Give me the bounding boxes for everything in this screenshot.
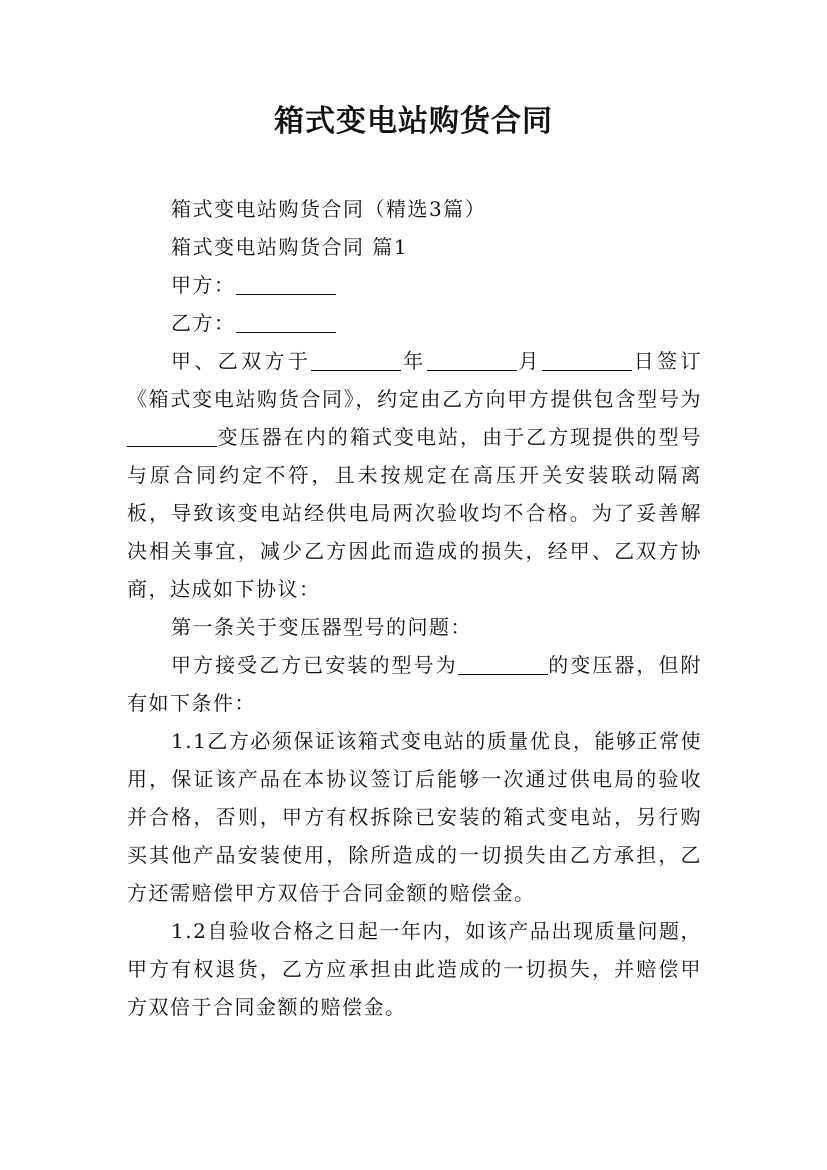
paragraph-agreement (127, 342, 702, 608)
subtitle-line: 箱式变电站购货合同（精选3篇） (171, 197, 487, 221)
party-b-blank (236, 310, 336, 333)
day-blank (542, 348, 632, 371)
clause-1-1: 1.1乙方必须保证该箱式变电站的质量优良，能够正常使用，保证该产品在本协议签订后能够一次通过供电局的验收并合格，否则，甲方有权拆除已安装的箱式变电站，另行购买其他产品安装使用，除所造成的一切损失由乙方承担，乙方还需赔偿甲方双倍于合同金额的赔偿金。 (127, 729, 702, 905)
p1-part-e: 变压器在内的箱式变电站，由于乙方现提供的型号与原合同约定不符，且未按规定在高压开关安装联动隔离板，导致该变电站经供电局两次验收均不合格。为了妥善解决相关事宜，减少乙方因此而造成的损失，经甲、乙双方协商，达成如下协议： (127, 425, 702, 601)
party-b-line (127, 304, 702, 342)
paragraph-model-acceptance (127, 646, 702, 722)
document-body (127, 190, 702, 1026)
model-blank (127, 424, 217, 447)
party-a-blank (236, 272, 336, 295)
p1-part-d: 日签订《箱式变电站购货合同》，约定由乙方向甲方提供包含型号为 (127, 349, 703, 411)
party-a-label: 甲方： (171, 273, 236, 297)
section-heading: 箱式变电站购货合同 篇1 (171, 235, 409, 259)
clause-1-2: 1.2自验收合格之日起一年内，如该产品出现质量问题，甲方有权退货，乙方应承担由此造成的一切损失，并赔偿甲方双倍于合同金额的赔偿金。 (127, 919, 702, 1019)
installed-model-blank (458, 652, 548, 675)
p1-part-b: 年 (401, 349, 427, 373)
party-a-line (127, 266, 702, 304)
party-b-label: 乙方： (171, 311, 236, 335)
p1-part-c: 月 (516, 349, 542, 373)
p2-part-b: 的变压器，但附有如下条件： (127, 653, 703, 715)
p1-part-a: 甲、乙双方于 (171, 349, 312, 373)
year-blank (311, 348, 401, 371)
p2-part-a: 甲方接受乙方已安装的型号为 (171, 653, 458, 677)
document-title: 箱式变电站购货合同 (274, 104, 553, 139)
month-blank (427, 348, 517, 371)
article-1-heading: 第一条关于变压器型号的问题： (171, 615, 472, 639)
